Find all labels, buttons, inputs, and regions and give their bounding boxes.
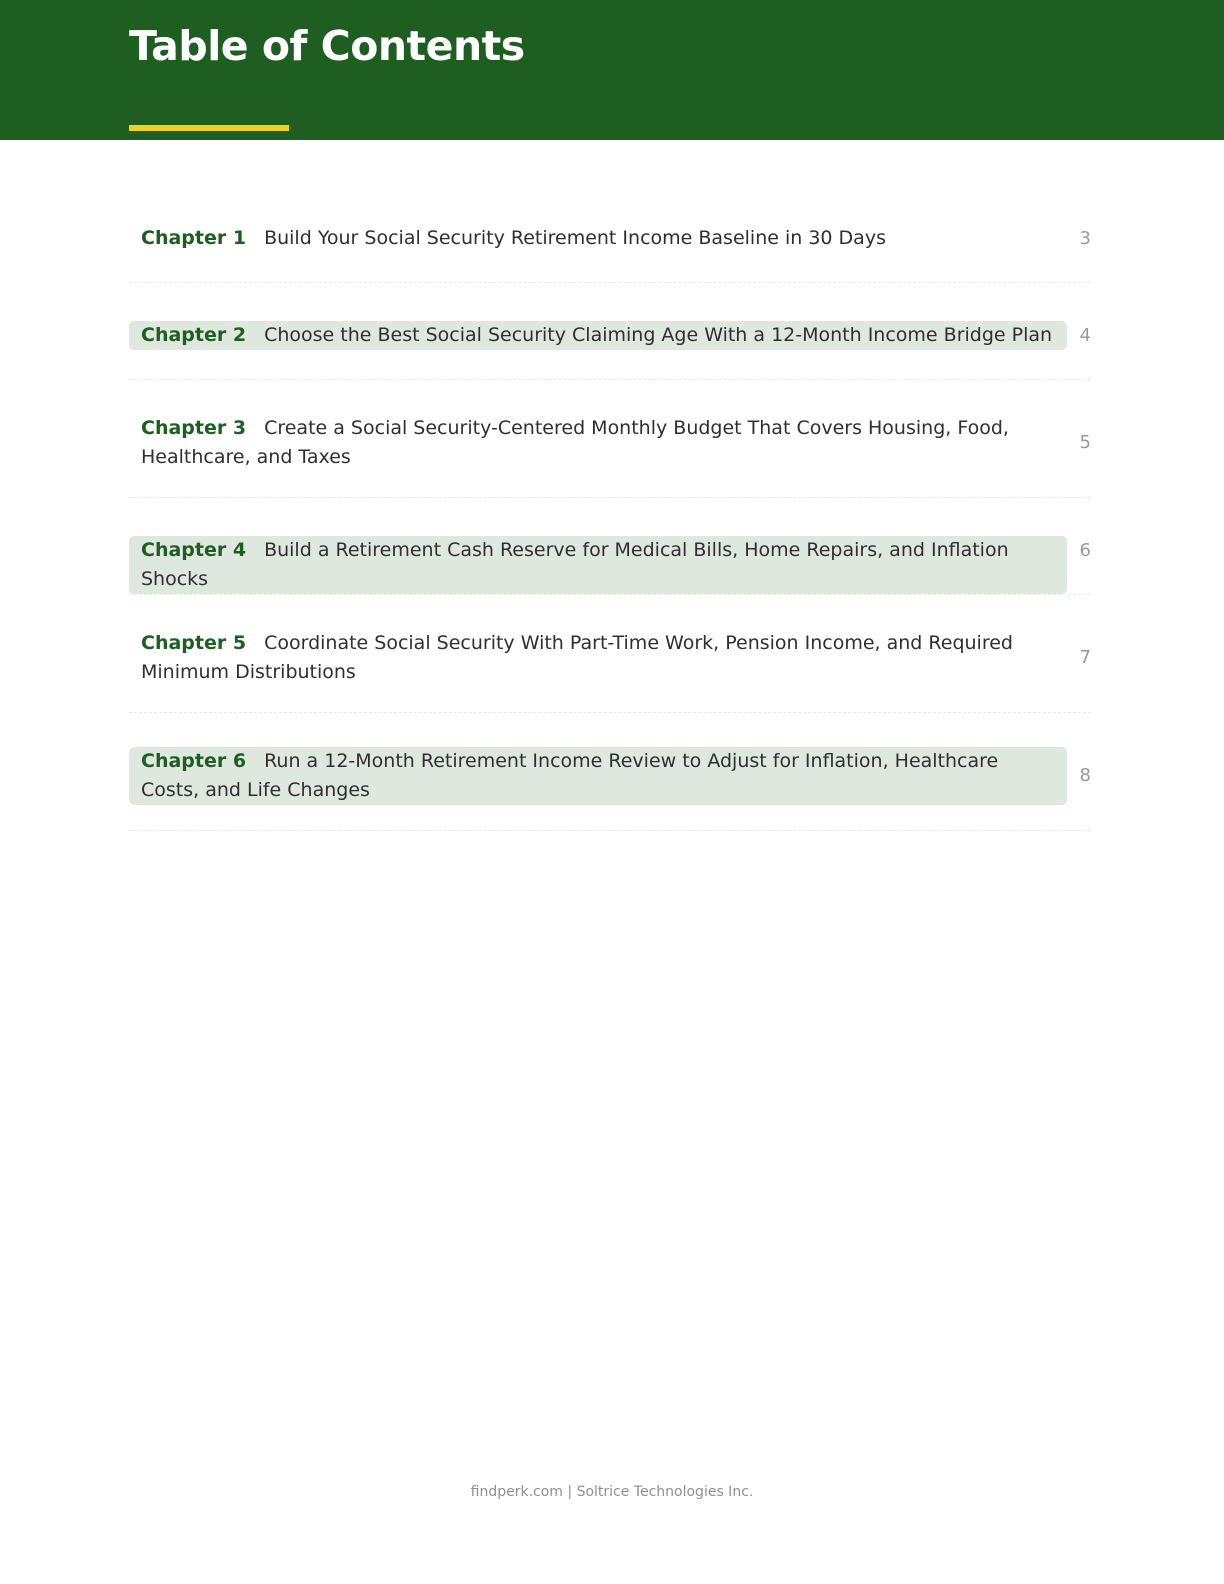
page-number: 7 <box>1079 647 1091 668</box>
page-number: 4 <box>1079 325 1091 346</box>
toc-entry-chapter-5[interactable] <box>129 621 1091 713</box>
chapter-label: Chapter 3 <box>141 417 247 439</box>
toc-entry-chapter-2[interactable] <box>129 309 1091 380</box>
page-header <box>0 0 1224 140</box>
title-accent-bar <box>129 125 289 131</box>
toc-entry-text[interactable] <box>129 747 1067 805</box>
page-number: 5 <box>1079 432 1091 453</box>
table-of-contents <box>129 212 1091 857</box>
chapter-label: Chapter 4 <box>141 539 247 561</box>
chapter-title: Build Your Social Security Retirement Income Baseline in 30 Days <box>264 227 886 249</box>
toc-entry-text[interactable] <box>129 224 1067 253</box>
chapter-label: Chapter 5 <box>141 632 247 654</box>
chapter-title: Choose the Best Social Security Claiming Age With a 12-Month Income Bridge Plan <box>264 324 1053 346</box>
toc-entry-text[interactable] <box>129 536 1067 594</box>
page-number: 8 <box>1079 765 1091 786</box>
toc-entry-chapter-6[interactable] <box>129 739 1091 831</box>
toc-entry-text[interactable] <box>129 414 1067 472</box>
chapter-title: Run a 12-Month Retirement Income Review to Adjust for Inflation, Healthcare Costs, and Life Changes <box>141 750 999 801</box>
chapter-label: Chapter 1 <box>141 227 247 249</box>
page-title: Table of Contents <box>129 22 525 70</box>
chapter-title: Coordinate Social Security With Part-Time Work, Pension Income, and Required Minimum Distributions <box>141 632 1013 683</box>
chapter-label: Chapter 2 <box>141 324 247 346</box>
toc-entry-chapter-1[interactable] <box>129 212 1091 283</box>
toc-entry-text[interactable] <box>129 629 1067 687</box>
chapter-title: Create a Social Security-Centered Monthly Budget That Covers Housing, Food, Healthcare, and Taxes <box>141 417 1009 468</box>
page-footer: findperk.com | Soltrice Technologies Inc. <box>470 1484 754 1500</box>
page-number: 3 <box>1079 228 1091 249</box>
toc-entry-chapter-3[interactable] <box>129 406 1091 498</box>
chapter-label: Chapter 6 <box>141 750 247 772</box>
toc-entry-chapter-4[interactable] <box>129 524 1091 595</box>
toc-entry-text[interactable] <box>129 321 1067 350</box>
chapter-title: Build a Retirement Cash Reserve for Medical Bills, Home Repairs, and Inflation Shocks <box>141 539 1009 590</box>
page-number: 6 <box>1079 540 1091 561</box>
